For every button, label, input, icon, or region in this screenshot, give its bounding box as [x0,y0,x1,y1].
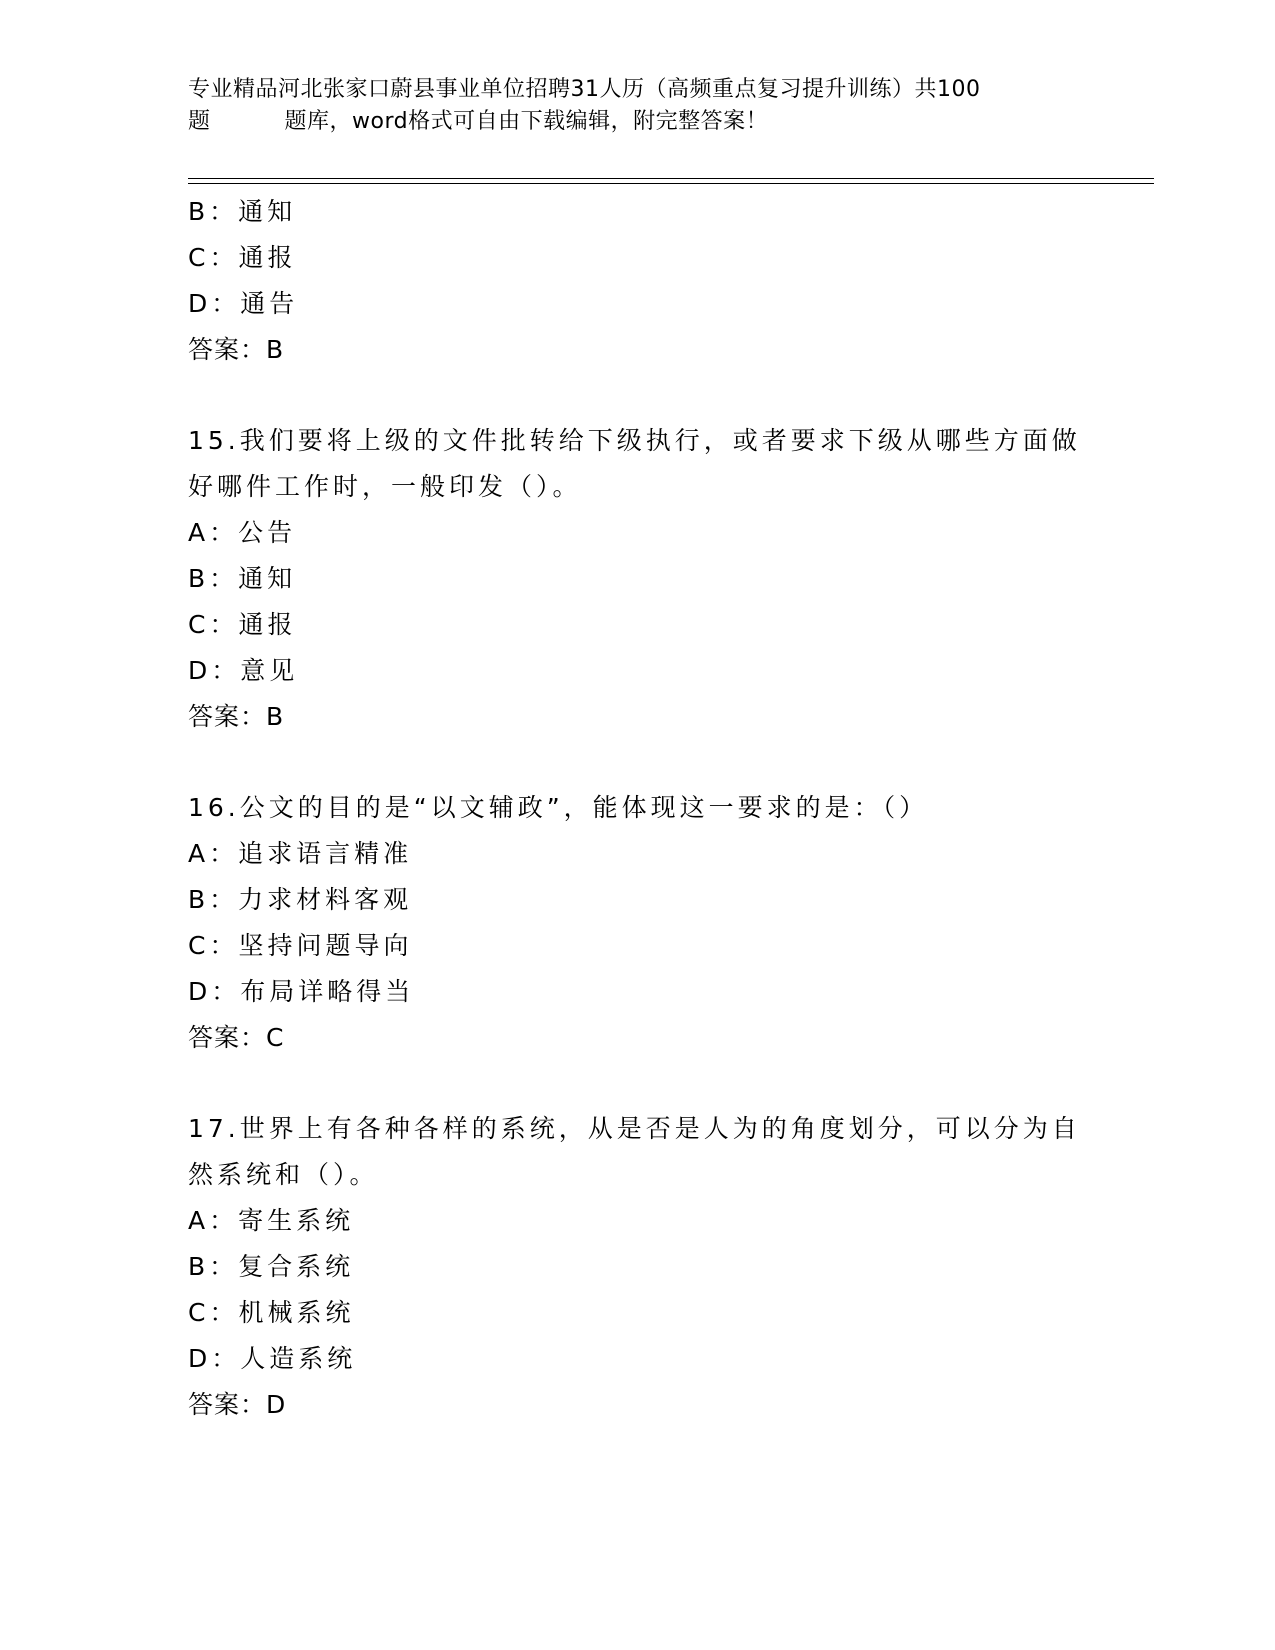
option-c: C：坚持问题导向 [188,931,413,960]
answer-line: 答案：B [188,335,285,364]
option-b: B：通知 [188,564,297,593]
header-title-line-2 [188,106,1088,138]
option-d: D：意见 [188,656,299,685]
question-stem-line: 然系统和（）。 [188,1160,379,1189]
answer-line: 答案：D [188,1390,287,1419]
question-15 [188,418,1088,740]
option-a: A：追求语言精准 [188,839,413,868]
question-16 [188,785,1088,1061]
answer-line: 答案：B [188,702,285,731]
header-rule-top [188,178,1154,179]
question-stem-line: 15.我们要将上级的文件批转给下级执行，或者要求下级从哪些方面做 [188,426,1081,455]
option-c: C：通报 [188,610,297,639]
option-b: B：力求材料客观 [188,885,413,914]
option-d: D：人造系统 [188,1344,357,1373]
question-content [188,189,1088,1428]
header-title-line-1: 专业精品河北张家口蔚县事业单位招聘31人历（高频重点复习提升训练）共100 [188,77,981,102]
question-stem-line: 好哪件工作时，一般印发（）。 [188,472,582,501]
option-a: A：寄生系统 [188,1206,355,1235]
option-b: B：复合系统 [188,1252,355,1281]
header-title-line-2-start: 题 [188,109,211,134]
header-rule-bottom [188,183,1154,184]
page-header [188,74,1088,138]
option-d: D：通告 [188,289,299,318]
option-d: D：布局详略得当 [188,977,415,1006]
question-stem-line: 16.公文的目的是“以文辅政”，能体现这一要求的是：（） [188,793,929,822]
option-a: A：公告 [188,518,297,547]
answer-line: 答案：C [188,1023,285,1052]
option-c: C：通报 [188,243,297,272]
option-b: B：通知 [188,197,297,226]
option-c: C：机械系统 [188,1298,355,1327]
previous-question-continuation [188,189,1088,373]
question-stem-line: 17.世界上有各种各样的系统，从是否是人为的角度划分，可以分为自 [188,1114,1081,1143]
header-title-line-2-end: 题库，word格式可自由下载编辑，附完整答案！ [284,109,769,134]
question-17 [188,1106,1088,1428]
